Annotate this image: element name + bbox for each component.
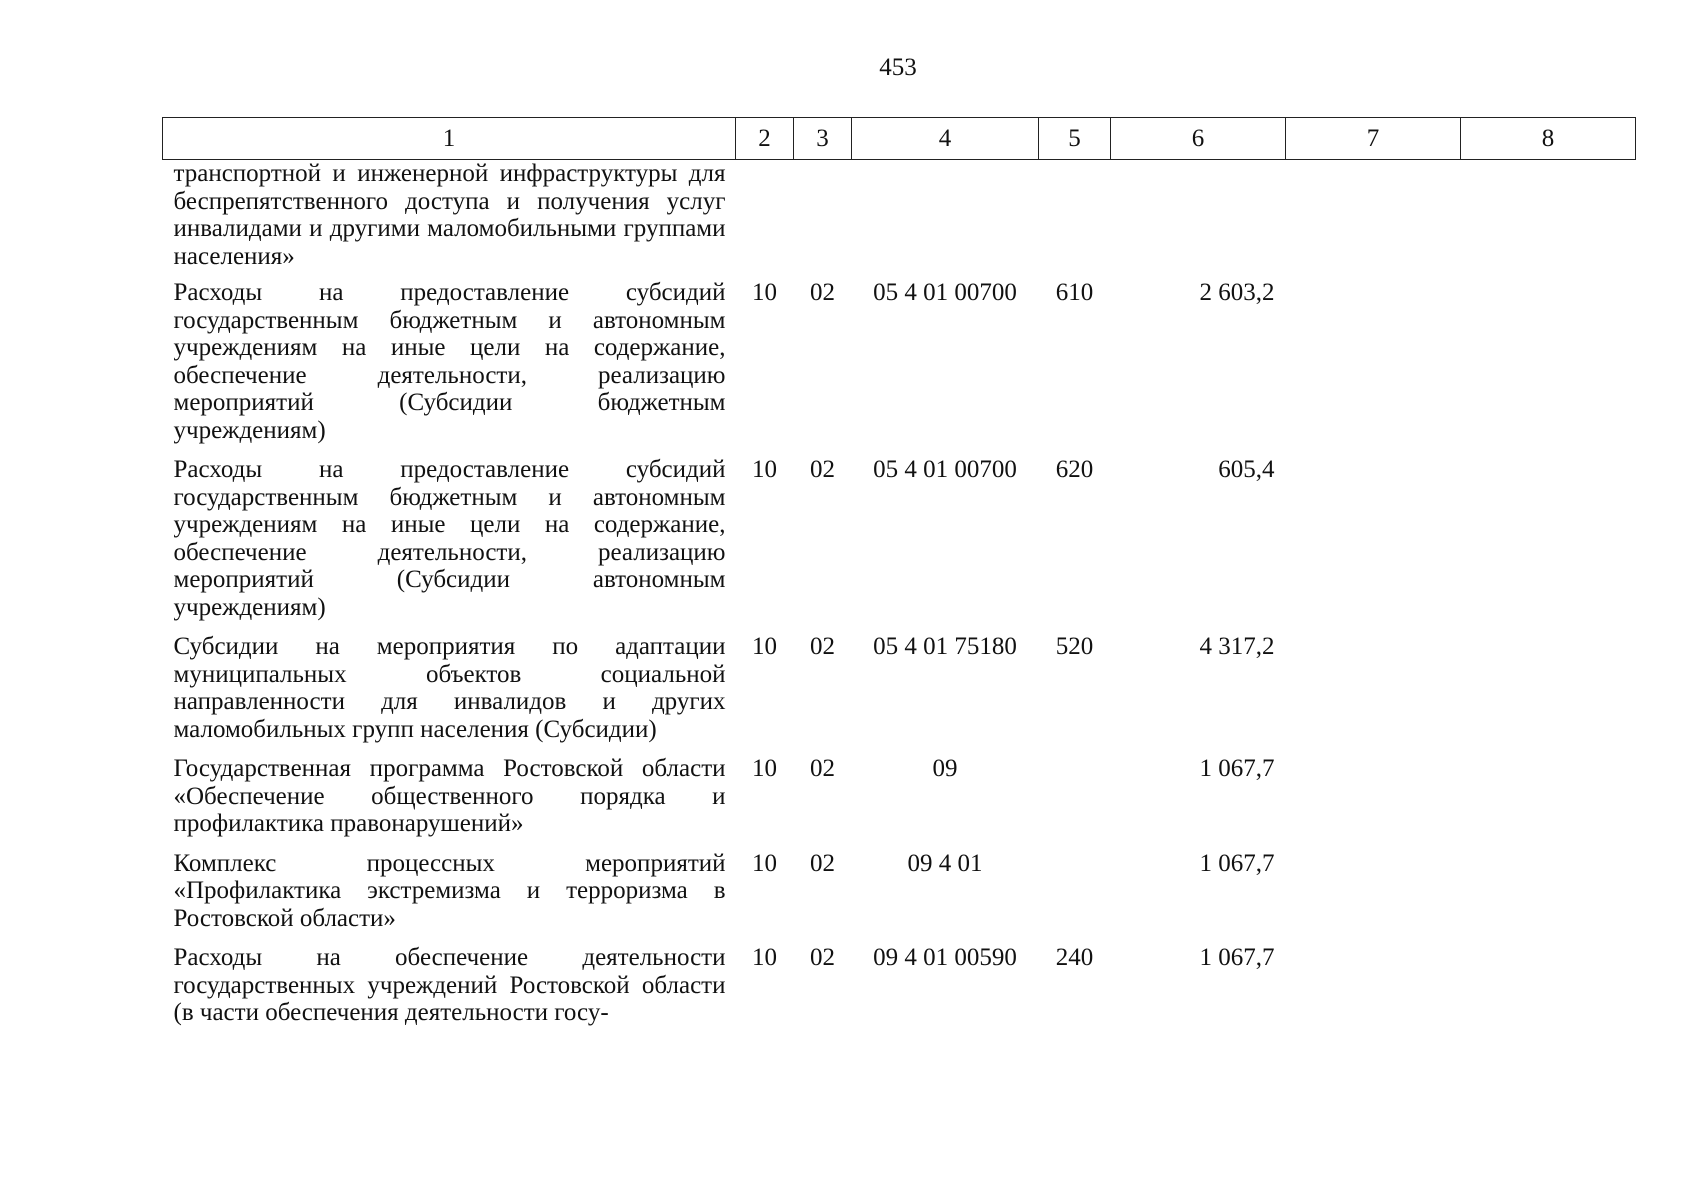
subsection-code: 02 <box>810 944 835 971</box>
table-row <box>163 160 1636 280</box>
column-8-value <box>1461 850 1636 945</box>
column-header-5: 5 <box>1039 118 1111 160</box>
row-description: Государственная программа Ростовской области «Обеспечение общественного порядка и профилактика правонарушений» <box>173 755 726 837</box>
column-header-8: 8 <box>1461 118 1636 160</box>
row-description: транспортной и инженерной инфраструктуры для беспрепятственного доступа и получения услуг инвалидами и другими маломобильными группами населения» <box>173 160 726 270</box>
column-header-3: 3 <box>794 118 852 160</box>
section-code: 10 <box>752 944 777 971</box>
header-row <box>163 118 1636 160</box>
amount-value: 4 317,2 <box>1199 633 1275 660</box>
subsection-code: 02 <box>810 279 835 306</box>
amount-value: 1 067,7 <box>1199 755 1275 782</box>
column-8-value <box>1461 160 1636 280</box>
table-header <box>163 118 1636 160</box>
column-header-1: 1 <box>163 118 736 160</box>
table-row <box>163 456 1636 633</box>
table-row <box>163 633 1636 755</box>
target-article-code: 05 4 01 00700 <box>873 279 1017 306</box>
column-header-2: 2 <box>736 118 794 160</box>
expense-type-code <box>1039 850 1111 945</box>
column-8-value <box>1461 944 1636 1039</box>
page-number: 453 <box>879 54 917 81</box>
table-row <box>163 755 1636 850</box>
target-article-code <box>852 160 1039 280</box>
row-description: Расходы на предоставление субсидий государственным бюджетным и автономным учреждениям на иные цели на содержание, обеспечение деятельности, реализацию мероприятий (Субсидии бюджетным учреждениям) <box>173 279 726 444</box>
amount-value <box>1111 160 1286 280</box>
row-description: Комплекс процессных мероприятий «Профилактика экстремизма и терроризма в Ростовской области» <box>173 849 726 932</box>
row-description: Расходы на предоставление субсидий государственным бюджетным и автономным учреждениям на иные цели на содержание, обеспечение деятельности, реализацию мероприятий (Субсидии автономным учреждениям) <box>173 456 726 621</box>
column-8-value <box>1461 633 1636 755</box>
column-header-7: 7 <box>1286 118 1461 160</box>
budget-table <box>162 117 1636 1039</box>
column-7-value <box>1286 755 1461 850</box>
column-header-4: 4 <box>852 118 1039 160</box>
table-row <box>163 944 1636 1039</box>
target-article-code: 09 4 01 00590 <box>873 944 1017 971</box>
section-code: 10 <box>752 279 777 306</box>
amount-value: 605,4 <box>1218 456 1275 483</box>
expense-type-code <box>1039 755 1111 850</box>
table-body <box>163 160 1636 1039</box>
section-code: 10 <box>752 755 777 782</box>
column-8-value <box>1461 279 1636 456</box>
amount-value: 2 603,2 <box>1199 279 1275 306</box>
target-article-code: 09 <box>932 755 958 782</box>
column-7-value <box>1286 160 1461 280</box>
column-7-value <box>1286 456 1461 633</box>
expense-type-code: 610 <box>1055 279 1094 306</box>
section-code: 10 <box>752 633 777 660</box>
column-7-value <box>1286 633 1461 755</box>
column-8-value <box>1461 755 1636 850</box>
expense-type-code: 240 <box>1055 944 1094 971</box>
amount-value: 1 067,7 <box>1199 944 1275 971</box>
column-7-value <box>1286 944 1461 1039</box>
section-code <box>736 160 794 280</box>
table-row <box>163 850 1636 945</box>
column-header-6: 6 <box>1111 118 1286 160</box>
row-description: Субсидии на мероприятия по адаптации муниципальных объектов социальной направленности для инвалидов и других маломобильных групп населения (Субсидии) <box>173 633 726 743</box>
amount-value: 1 067,7 <box>1199 849 1275 877</box>
expense-type-code <box>1039 160 1111 280</box>
subsection-code: 02 <box>810 456 835 483</box>
section-code: 10 <box>752 849 777 877</box>
table-row <box>163 279 1636 456</box>
section-code: 10 <box>752 456 777 483</box>
expense-type-code: 620 <box>1055 456 1094 483</box>
expense-type-code: 520 <box>1055 633 1094 660</box>
subsection-code: 02 <box>810 849 835 877</box>
column-7-value <box>1286 279 1461 456</box>
column-8-value <box>1461 456 1636 633</box>
subsection-code: 02 <box>810 755 835 782</box>
subsection-code <box>794 160 852 280</box>
target-article-code: 05 4 01 75180 <box>873 633 1017 660</box>
target-article-code: 09 4 01 <box>907 849 983 877</box>
column-7-value <box>1286 850 1461 945</box>
row-description: Расходы на обеспечение деятельности государственных учреждений Ростовской области (в части обеспечения деятельности госу- <box>173 944 726 1026</box>
target-article-code: 05 4 01 00700 <box>873 456 1017 483</box>
subsection-code: 02 <box>810 633 835 660</box>
